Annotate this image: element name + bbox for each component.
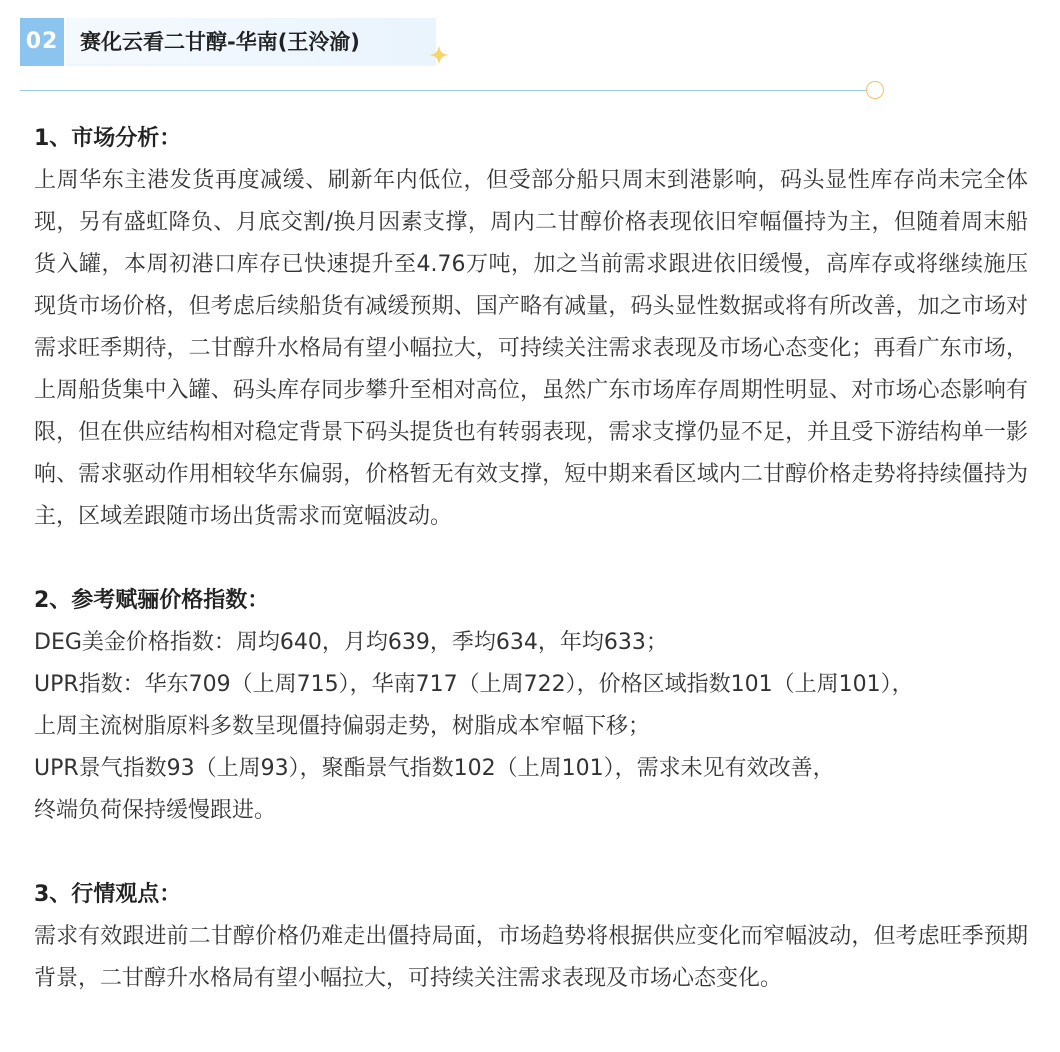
article-body	[34, 118, 1028, 1000]
price-index-line: UPR指数：华东709（上周715），华南717（上周722），价格区域指数101（上周101），	[34, 672, 914, 697]
price-index-line: DEG美金价格指数：周均640，月均639，季均634，年均633；	[34, 630, 668, 655]
price-index-line: 终端负荷保持缓慢跟进。	[34, 798, 277, 823]
sparkle-icon	[428, 44, 450, 66]
section-title: 赛化云看二甘醇-华南(王泠渝)	[80, 30, 360, 54]
section-header	[20, 18, 440, 66]
market-outlook-heading: 3、行情观点：	[34, 882, 182, 907]
market-outlook-paragraph: 需求有效跟进前二甘醇价格仍难走出僵持局面，市场趋势将根据供应变化而窄幅波动，但考虑旺季预期背景，二甘醇升水格局有望小幅拉大，可持续关注需求表现及市场心态变化。	[34, 924, 1028, 991]
header-divider	[20, 90, 866, 91]
price-index-line: 上周主流树脂原料多数呈现僵持偏弱走势，树脂成本窄幅下移；	[34, 714, 651, 739]
section-title-box	[66, 18, 436, 66]
divider-circle-ornament	[866, 81, 884, 99]
market-analysis-heading: 1、市场分析：	[34, 126, 182, 151]
price-index-heading: 2、参考赋骊价格指数：	[34, 588, 270, 613]
price-index-line: UPR景气指数93（上周93），聚酯景气指数102（上周101），需求未见有效改善，	[34, 756, 835, 781]
market-analysis-paragraph: 上周华东主港发货再度减缓、刷新年内低位，但受部分船只周末到港影响，码头显性库存尚未完全体现，另有盛虹降负、月底交割/换月因素支撑，周内二甘醇价格表现依旧窄幅僵持为主，但随着周末船货入罐，本周初港口库存已快速提升至4.76万吨，加之当前需求跟进依旧缓慢，高库存或将继续施压现货市场价格，但考虑后续船货有减缓预期、国产略有减量，码头显性数据或将有所改善，加之市场对需求旺季期待，二甘醇升水格局有望小幅拉大，可持续关注需求表现及市场心态变化；再看广东市场，上周船货集中入罐、码头库存同步攀升至相对高位，虽然广东市场库存周期性明显、对市场心态影响有限，但在供应结构相对稳定背景下码头提货也有转弱表现，需求支撑仍显不足，并且受下游结构单一影响、需求驱动作用相较华东偏弱，价格暂无有效支撑，短中期来看区域内二甘醇价格走势将持续僵持为主，区域差跟随市场出货需求而宽幅波动。	[34, 168, 1028, 529]
section-gap	[34, 538, 1028, 580]
section-number-badge: 02	[20, 18, 64, 66]
section-gap	[34, 832, 1028, 874]
